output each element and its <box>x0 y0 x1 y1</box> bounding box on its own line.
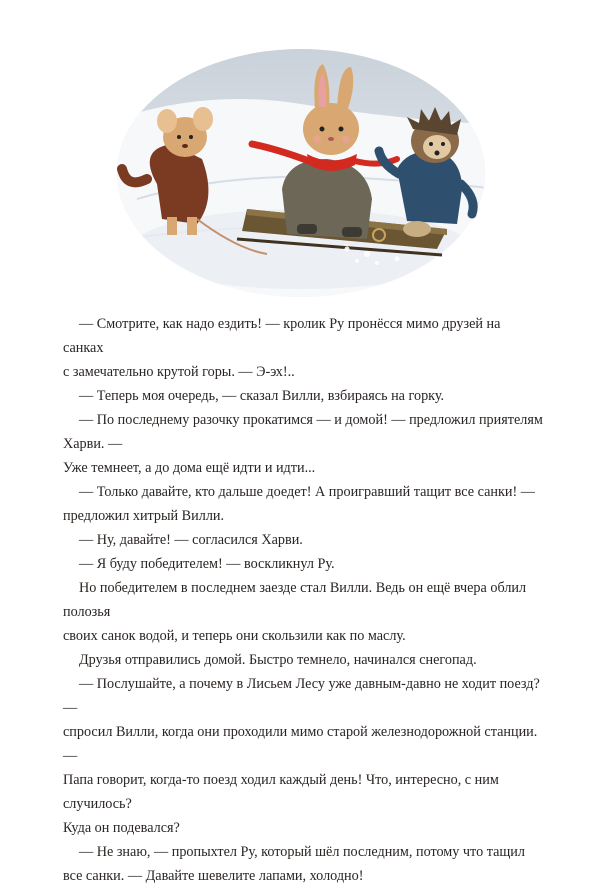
paragraph-line: — Теперь моя очередь, — сказал Вилли, взбираясь на горку. <box>79 388 445 404</box>
paragraph-line: — Ну, давайте! — согласился Харви. <box>79 532 303 548</box>
paragraph-line: Куда он подевался? <box>63 820 180 836</box>
paragraph-line: — Послушайте, а почему в Лисьем Лесу уже давным-давно не ходит поезд? — <box>63 676 540 716</box>
paragraph-line: Друзья отправились домой. Быстро темнело, начинался снегопад. <box>79 652 477 668</box>
paragraph-line: — Только давайте, кто дальше доедет! А проигравший тащит все санки! — <box>79 484 535 500</box>
paragraph-line: Но победителем в последнем заезде стал Вилли. Ведь он ещё вчера облил полозья <box>63 580 527 620</box>
paragraph-line: Папа говорит, когда-то поезд ходил каждый день! Что, интересно, с ним случилось? <box>63 772 499 812</box>
paragraph-line: спросил Вилли, когда они проходили мимо старой железнодорожной станции. — <box>63 724 538 764</box>
paragraph-line: — Я буду победителем! — воскликнул Ру. <box>79 556 335 572</box>
paragraph-line: Уже темнеет, а до дома ещё идти и идти... <box>63 460 316 476</box>
paragraph-line: — Смотрите, как надо ездить! — кролик Ру пронёсся мимо друзей на санках <box>63 316 501 356</box>
paragraph-line: все санки. — Давайте шевелите лапами, холодно! <box>63 868 364 884</box>
paragraph-line: предложил хитрый Вилли. <box>63 508 225 524</box>
paragraph-line: — По последнему разочку прокатимся — и домой! — предложил приятелям Харви. — <box>63 412 543 452</box>
paragraph-line: — Не знаю, — пропыхтел Ру, который шёл последним, потому что тащил <box>79 844 525 860</box>
story-text <box>63 312 543 888</box>
illustration-svg <box>117 49 485 297</box>
paragraph-line: с замечательно крутой горы. — Э-эх!.. <box>63 364 295 380</box>
winter-sledding-illustration <box>117 49 485 297</box>
paragraph-line: своих санок водой, и теперь они скользили как по маслу. <box>63 628 406 644</box>
